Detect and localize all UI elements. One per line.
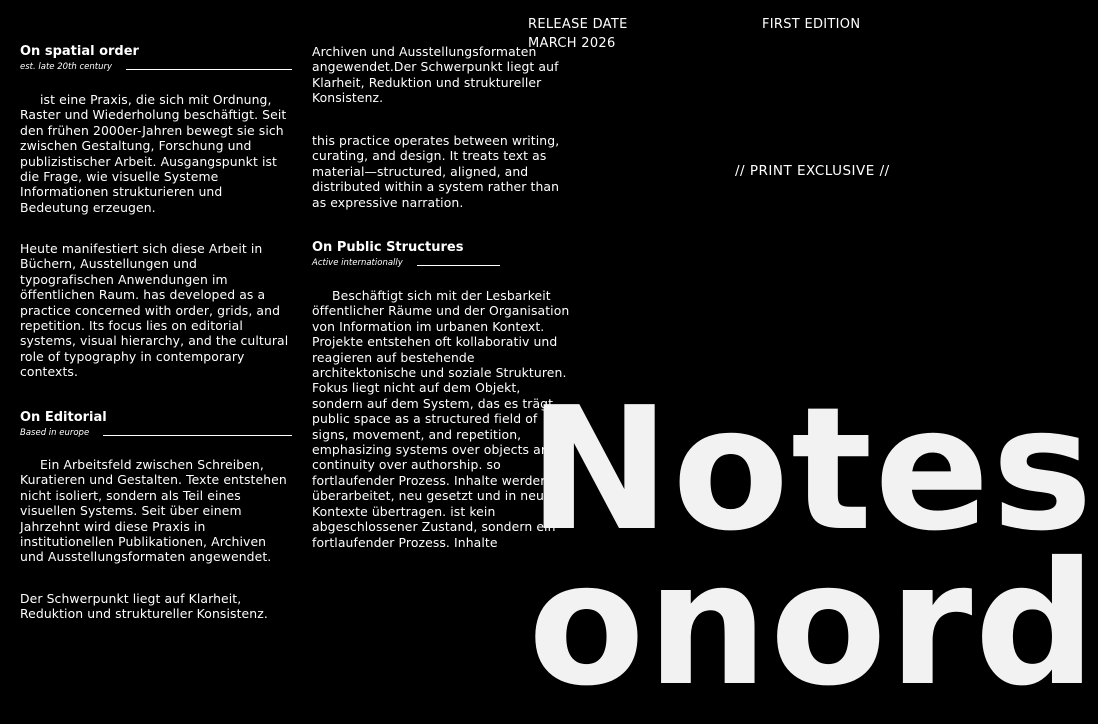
section-public-structures: [312, 240, 500, 269]
divider-rule: [103, 435, 292, 436]
section-editorial: [20, 410, 292, 439]
paragraph: Archiven und Ausstellungsformaten angewendet.Der Schwerpunkt liegt auf Klarheit, Reduktion und struktureller Konsistenz.: [312, 44, 559, 106]
section-subtitle: est. late 20th century: [20, 62, 113, 72]
section-subtitle-row: [20, 61, 292, 73]
paragraph: ist eine Praxis, die sich mit Ordnung, Raster und Wiederholung beschäftigt. Seit den frühen 2000er-Jahren bewegt sie sich zwischen Gestaltung, Forschung und publizistischer Arbeit. Ausgangspunkt ist die Frage, wie visuelle Systeme Informationen strukturieren und Bedeutung erzeugen.: [20, 92, 287, 215]
section-subtitle: Based in europe: [20, 428, 90, 438]
paragraph: Der Schwerpunkt liegt auf Klarheit, Reduktion und struktureller Konsistenz.: [20, 591, 268, 622]
print-exclusive-label: // PRINT EXCLUSIVE //: [735, 163, 890, 179]
paragraph: Ein Arbeitsfeld zwischen Schreiben, Kuratieren und Gestalten. Texte entstehen nicht isoliert, sondern als Teil eines visuellen Systems. Seit über einem Jahrzehnt wird diese Praxis in institutionellen Publikationen, Archiven und Ausstellungsformaten angewendet.: [20, 457, 287, 565]
section-subtitle-row: [20, 427, 292, 439]
section-heading: On Public Structures: [312, 240, 464, 255]
section-heading: On spatial order: [20, 44, 139, 59]
middle-column: [312, 0, 570, 641]
release-date: MARCH 2026: [528, 36, 616, 51]
edition-label: FIRST EDITION: [762, 17, 861, 32]
release-info: [528, 15, 628, 53]
cover-title-line-2: onord: [528, 526, 1098, 724]
cover-title-line-1: Notes: [528, 371, 1095, 569]
divider-rule: [417, 265, 500, 266]
divider-rule: [126, 69, 292, 70]
section-heading: On Editorial: [20, 410, 107, 425]
section-subtitle: Active internationally: [312, 258, 403, 268]
paragraph: Heute manifestiert sich diese Arbeit in Büchern, Ausstellungen und typografischen Anwendungen im öffentlichen Raum. has developed as a practice concerned with order, grids, and repetition. Its focus lies on editorial systems, visual hierarchy, and the cultural role of typography in contemporary contexts.: [20, 241, 289, 380]
paragraph: this practice operates between writing, curating, and design. It treats text as material—structured, aligned, and distributed within a system rather than as expressive narration.: [312, 133, 560, 210]
release-label: RELEASE DATE: [528, 17, 628, 32]
paragraph: Beschäftigt sich mit der Lesbarkeit öffentlicher Räume und der Organisation von Information im urbanen Kontext. Projekte entstehen oft kollaborativ und reagieren auf bestehende architektonische und soziale Strukturen. Fokus liegt nicht auf dem Objekt, sondern auf dem System, das es trägt. public space as a structured field of signs, movement, and repetition, emphasizing systems over objects and continuity over authorship. so fortlaufender Prozess. Inhalte werden überarbeitet, neu gesetzt und in neue Kontexte übertragen. ist kein abgeschlossener Zustand, sondern ein fortlaufender Prozess. Inhalte: [312, 288, 570, 550]
section-spatial-order: [20, 44, 292, 73]
section-subtitle-row: [312, 257, 500, 269]
cover-panel: [500, 0, 1098, 724]
